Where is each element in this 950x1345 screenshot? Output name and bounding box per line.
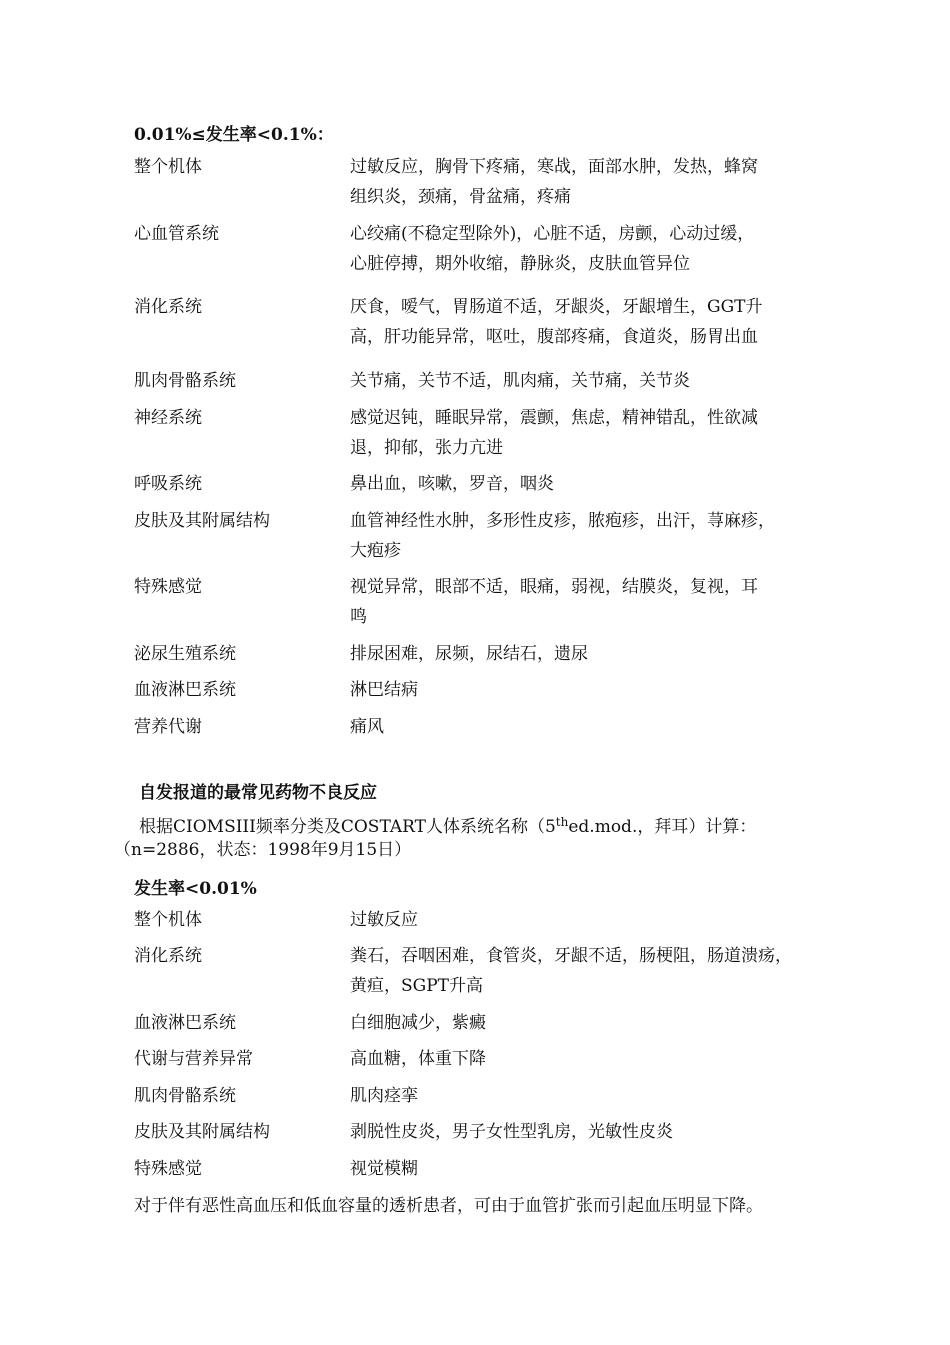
category-label: 消化系统 — [134, 297, 202, 317]
reaction-description: 肌肉痉挛 — [350, 1086, 418, 1106]
reaction-description: 白细胞减少，紫癜 — [350, 1013, 486, 1033]
category-label: 代谢与营养异常 — [134, 1049, 253, 1069]
category-label: 泌尿生殖系统 — [134, 644, 236, 664]
reaction-description: 剥脱性皮炎，男子女性型乳房，光敏性皮炎 — [350, 1122, 673, 1142]
reaction-description: 高血糖，体重下降 — [350, 1049, 486, 1069]
section2-subheading: 发生率<0.01% — [134, 879, 257, 899]
reaction-description: 过敏反应 — [350, 910, 418, 930]
reaction-description: 心绞痛(不稳定型除外)，心脏不适，房颤，心动过缓， 心脏停搏，期外收缩，静脉炎，皮肤血管异位 — [350, 224, 755, 274]
category-label: 消化系统 — [134, 946, 202, 966]
reaction-description: 淋巴结病 — [350, 680, 418, 700]
reaction-description: 视觉异常，眼部不适，眼痛，弱视，结膜炎，复视，耳 鸣 — [350, 577, 758, 627]
category-label: 整个机体 — [134, 157, 202, 177]
reaction-description: 关节痛，关节不适，肌肉痛，关节痛，关节炎 — [350, 371, 690, 391]
category-label: 肌肉骨骼系统 — [134, 371, 236, 391]
category-label: 皮肤及其附属结构 — [134, 511, 270, 531]
reaction-description: 排尿困难，尿频，尿结石，遗尿 — [350, 644, 588, 664]
category-label: 皮肤及其附属结构 — [134, 1122, 270, 1142]
intro-text-line2: （n=2886，状态：1998年9月15日） — [114, 840, 412, 860]
reaction-description: 厌食，嗳气，胃肠道不适，牙龈炎，牙龈增生，GGT升 高，肝功能异常，呕吐，腹部疼痛，食道炎，肠胃出血 — [350, 297, 763, 347]
section2-heading: 自发报道的最常见药物不良反应 — [139, 783, 377, 803]
reaction-description: 视觉模糊 — [350, 1159, 418, 1179]
intro-text: 根据CIOMSIII频率分类及COSTART人体系统名称（5thed.mod.，拜耳）计算： — [139, 815, 757, 837]
reaction-description: 痛风 — [350, 717, 384, 737]
category-label: 整个机体 — [134, 910, 202, 930]
closing-note: 对于伴有恶性高血压和低血容量的透析患者，可由于血管扩张而引起血压明显下降。 — [134, 1196, 763, 1216]
reaction-description: 血管神经性水肿，多形性皮疹，脓疱疹，出汗，荨麻疹， 大疱疹 — [350, 511, 775, 561]
category-label: 呼吸系统 — [134, 474, 202, 494]
category-label: 特殊感觉 — [134, 1159, 202, 1179]
reaction-description: 粪石，吞咽困难，食管炎，牙龈不适，肠梗阻，肠道溃疡， 黄疸，SGPT升高 — [350, 946, 792, 996]
category-label: 肌肉骨骼系统 — [134, 1086, 236, 1106]
reaction-description: 感觉迟钝，睡眠异常，震颤，焦虑，精神错乱，性欲减 退，抑郁，张力亢进 — [350, 408, 758, 458]
section1-heading: 0.01%≤发生率<0.1%： — [134, 125, 334, 145]
category-label: 特殊感觉 — [134, 577, 202, 597]
category-label: 心血管系统 — [134, 224, 219, 244]
reaction-description: 过敏反应，胸骨下疼痛，寒战，面部水肿，发热，蜂窝 组织炎，颈痛，骨盆痛，疼痛 — [350, 157, 758, 207]
category-label: 血液淋巴系统 — [134, 1013, 236, 1033]
category-label: 血液淋巴系统 — [134, 680, 236, 700]
category-label: 神经系统 — [134, 408, 202, 428]
category-label: 营养代谢 — [134, 717, 202, 737]
reaction-description: 鼻出血，咳嗽，罗音，咽炎 — [350, 474, 554, 494]
